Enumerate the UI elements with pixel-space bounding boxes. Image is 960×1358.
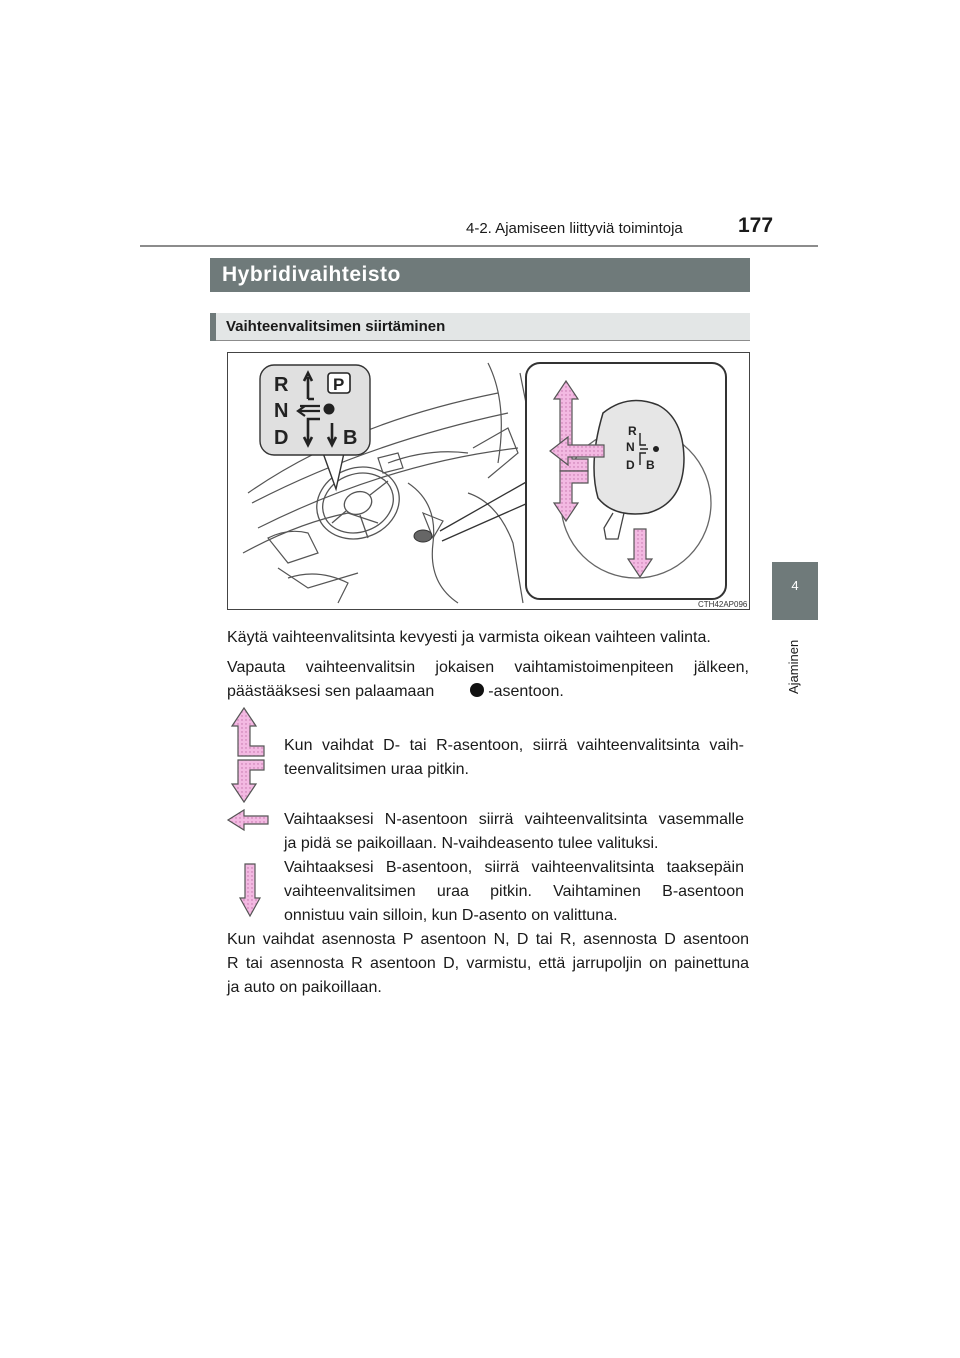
- legend-line: Vaihtaaksesi N-asentoon siirrä vaihteenvalitsinta vasemmalle: [284, 811, 744, 828]
- gate-label-d: D: [274, 427, 289, 449]
- closing-paragraph: [227, 928, 749, 1000]
- svg-text:R: R: [628, 424, 637, 438]
- header-section-title: 4-2. Ajamiseen liittyviä toimintoja: [466, 220, 683, 237]
- chapter-tab: [772, 562, 818, 620]
- subsection-bar: [210, 313, 216, 341]
- neutral-dot-icon: [324, 404, 335, 415]
- closing-line: Kun vaihdat asennosta P asentoon N, D tai R, asennosta D asentoon: [227, 931, 749, 948]
- chapter-label: Ajaminen: [786, 639, 801, 694]
- svg-text:D: D: [626, 458, 635, 472]
- legend-line: ja pidä se paikoillaan. N-vaihdeasento tulee valituksi.: [284, 835, 659, 852]
- paragraph-1: Käytä vaihteenvalitsinta kevyesti ja varmista oikean vaihteen valinta.: [227, 629, 711, 646]
- paragraph-2-line-1: Vapauta vaihteenvalitsin jokaisen vaihtamistoimenpiteen jälkeen,: [227, 659, 749, 676]
- neutral-dot-icon: [470, 683, 484, 697]
- gate-label-b: B: [343, 427, 358, 449]
- header-rule: [140, 245, 818, 247]
- down-arrow-icon: [238, 862, 262, 918]
- gate-callout: [260, 365, 370, 489]
- figure-code: CTH42AP096: [698, 600, 748, 609]
- legend-text-left: [284, 808, 744, 856]
- closing-line: R tai asennosta R asentoon D, varmistu, että jarrupoljin on painettuna: [227, 955, 749, 972]
- shift-knob-zoom: [526, 363, 726, 599]
- chapter-number: 4: [791, 578, 799, 593]
- gate-label-p: P: [333, 375, 345, 394]
- legend-line: onnistuu vain silloin, kun D-asento on valittuna.: [284, 907, 618, 924]
- legend-text-updown: [284, 734, 744, 782]
- svg-text:B: B: [646, 458, 655, 472]
- shift-lever-figure: [227, 352, 750, 610]
- legend-line: vaihteenvalitsimen uraa pitkin. Vaihtaminen B-asentoon: [284, 883, 744, 900]
- legend-line: Vaihtaaksesi B-asentoon, siirrä vaihteenvalitsinta taaksepäin: [284, 859, 744, 876]
- closing-line: ja auto on paikoillaan.: [227, 979, 382, 996]
- figure-drawing: [228, 353, 751, 611]
- svg-text:N: N: [626, 440, 635, 454]
- legend-line: teenvalitsimen uraa pitkin.: [284, 761, 469, 778]
- gate-label-n: N: [274, 400, 289, 422]
- subsection-title: Vaihteenvalitsimen siirtäminen: [226, 318, 446, 335]
- gate-label-r: R: [274, 374, 289, 396]
- paragraph-2-text-after: -asentoon.: [488, 683, 564, 700]
- legend-line: Kun vaihdat D- tai R-asentoon, siirrä vaihteenvalitsinta vaih-: [284, 737, 744, 754]
- updown-arrow-icon: [228, 706, 268, 804]
- subsection-header: [210, 313, 750, 341]
- paragraph-2-line-2: [227, 680, 564, 704]
- left-arrow-icon: [226, 808, 270, 832]
- section-title: Hybridivaihteisto: [210, 258, 750, 292]
- legend-text-down: [284, 856, 744, 928]
- page-number: 177: [738, 214, 774, 237]
- paragraph-2-text-before: päästääksesi sen palaamaan: [227, 683, 435, 700]
